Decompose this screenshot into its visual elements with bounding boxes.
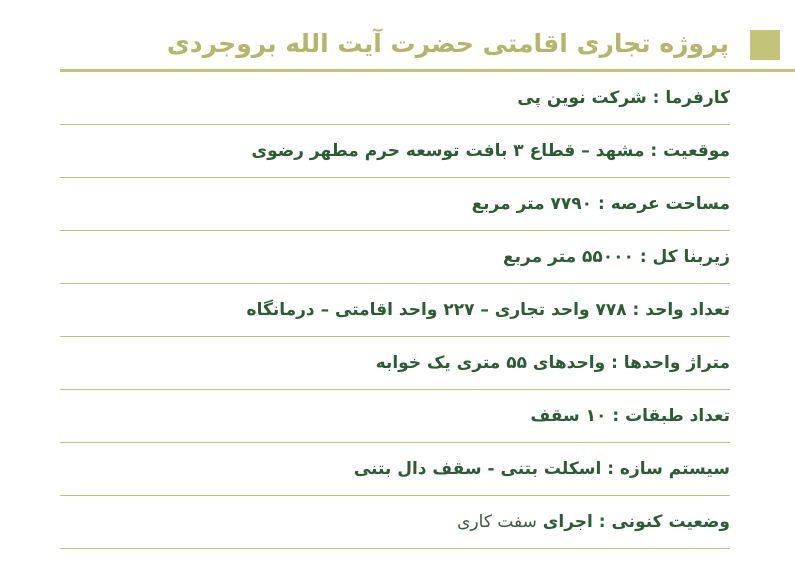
row-land-area: [60, 178, 730, 231]
row-value: اسکلت بتنی - سقف دال بتنی: [353, 459, 602, 479]
row-floor-count: [60, 390, 730, 443]
row-current-status: [60, 496, 730, 549]
row-value: ۵۵۰۰۰ متر مربع: [503, 247, 634, 267]
row-label: زیربنا کل :: [639, 247, 730, 267]
row-total-built-area: [60, 231, 730, 284]
row-employer: [60, 72, 730, 125]
row-structure-system: [60, 443, 730, 496]
row-value: ۷۷۹۰ متر مربع: [471, 194, 593, 214]
row-value: اجرای: [542, 512, 593, 532]
row-value: ۷۷۸ واحد تجاری – ۲۲۷ واحد اقامتی – درمانگاه: [246, 300, 627, 320]
row-unit-size: [60, 337, 730, 390]
title-marker-square: [750, 30, 780, 60]
row-label: سیستم سازه :: [607, 459, 730, 479]
row-value: شرکت نوین پی: [517, 88, 647, 108]
row-label: تعداد طبقات :: [612, 406, 730, 426]
row-label: وضعیت کنونی :: [598, 512, 730, 532]
row-unit-count: [60, 284, 730, 337]
row-value: ۱۰ سقف: [530, 406, 607, 426]
row-value-extra: سفت کاری: [457, 512, 537, 532]
info-list: [60, 72, 730, 549]
row-label: موقعیت :: [650, 141, 730, 161]
row-label: متراژ واحدها :: [611, 353, 730, 373]
row-label: مساحت عرصه :: [597, 194, 730, 214]
row-label: تعداد واحد :: [632, 300, 730, 320]
page-title: پروژه تجاری اقامتی حضرت آیت الله بروجردی: [166, 29, 729, 58]
row-value: واحدهای ۵۵ متری یک خوابه: [375, 353, 606, 373]
row-value: مشهد – قطاع ۳ بافت توسعه حرم مطهر رضوی: [251, 141, 645, 161]
row-location: [60, 125, 730, 178]
row-label: کارفرما :: [652, 88, 730, 108]
